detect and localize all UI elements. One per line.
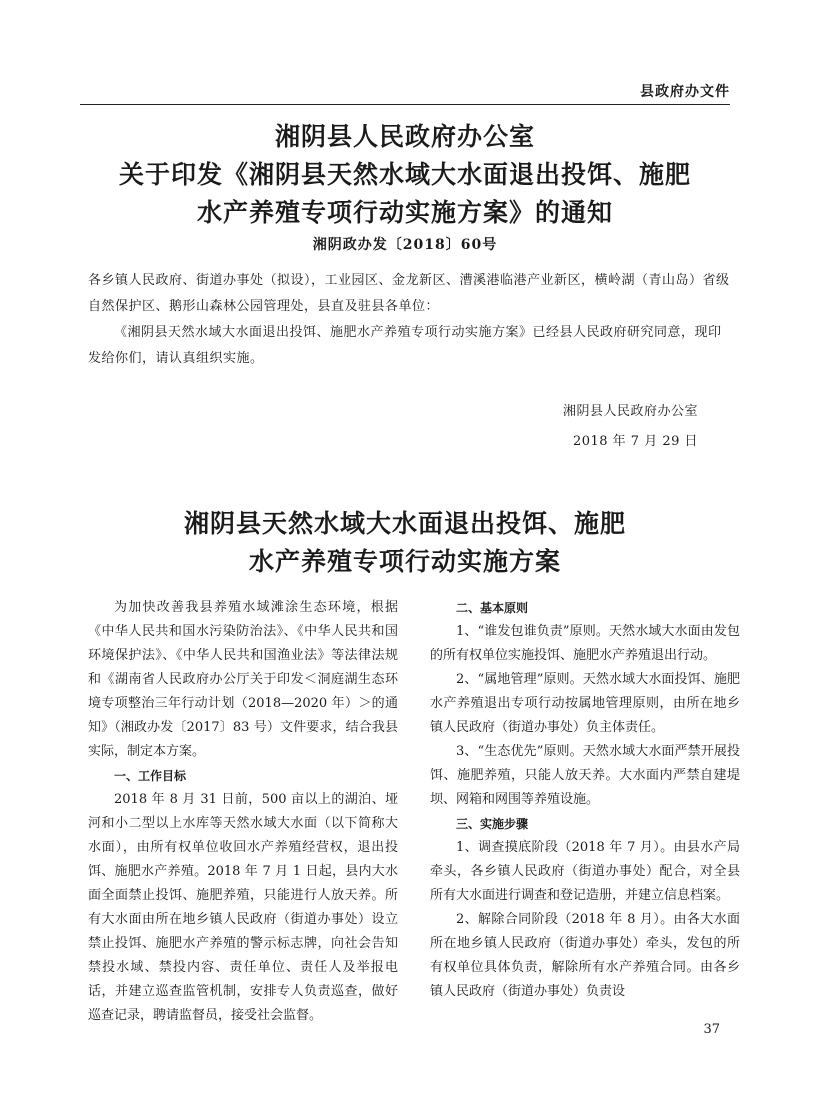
plan-title-line: 湘阴县天然水域大水面退出投饵、施肥 [183,509,626,538]
recipients: 各乡镇人民政府、街道办事处（拟设），工业园区、金龙新区、漕溪港临港产业新区，横岭湖（青山岛）省级自然保护区、鹅形山森林公园管理处，县直及驻县各单位： [88,273,730,314]
section-label: 县政府办文件 [640,84,730,100]
paragraph: 1、“谁发包谁负责”原则。天然水域大水面由发包的所有权单位实施投饵、施肥水产养殖退出行动。 [430,624,740,663]
paragraph: 2、“属地管理”原则。天然水域大水面投饵、施肥水产养殖退出专项行动按属地管理原则，由所在地乡镇人民政府（街道办事处）负主体责任。 [430,672,740,735]
section-heading: 二、基本原则 [456,601,529,615]
notice-body: 《湘阴县天然水域大水面退出投饵、施肥水产养殖专项行动实施方案》已经县人民政府研究同意，现印发给你们，请认真组织实施。 [88,325,722,366]
plan-title [80,505,730,581]
notice-title [80,118,730,232]
document-number: 湘阴政办发〔2018〕60号 [312,237,498,253]
header-rule [80,104,730,105]
section-heading: 三、实施步骤 [456,817,529,831]
plan-title-line: 水产养殖专项行动实施方案 [248,547,561,576]
paragraph: 2、解除合同阶段（2018 年 8 月）。由各大水面所在地乡镇人民政府（街道办事处）牵头，发包的所有权单位具体负责，解除所有水产养殖合同。由各乡镇人民政府（街道办事处）负责设 [430,912,740,999]
paragraph: 为加快改善我县养殖水域滩涂生态环境，根据《中华人民共和国水污染防治法》、《中华人民共和国环境保护法》、《中华人民共和国渔业法》等法律法规和《湖南省人民政府办公厅关于印发＜洞庭湖生态环境专项整治三年行动计划（2018—2020 年）＞的通知》（湘政办发〔2017〕83 号）文件要求，结合我县实际，制定本方案。 [88,600,398,759]
notice-title-line: 关于印发《湘阴县天然水域大水面退出投饵、施肥 [118,160,691,189]
notice-title-line: 湘阴县人民政府办公室 [274,122,535,151]
signature-date: 2018 年 7 月 29 日 [572,434,698,449]
paragraph: 2018 年 8 月 31 日前，500 亩以上的湖泊、垭河和小二型以上水库等天然水域大水面（以下简称大水面），由所有权单位收回水产养殖经营权，退出投饵、施肥水产养殖。2018 年 7 月 1 日起，县内大水面全面禁止投饵、施肥养殖，只能进行人放天养。所有大水面由所在地乡镇人民政府（街道办事处）设立禁止投饵、施肥水产养殖的警示标志牌，向社会告知禁投水域、禁投内容、责任单位、责任人及举报电话，并建立巡查监管机制，安排专人负责巡查，做好巡查记录，聘请监督员，接受社会监督。 [88,792,398,1023]
section-heading: 一、工作目标 [114,769,187,783]
paragraph: 3、“生态优先”原则。天然水域大水面严禁开展投饵、施肥养殖，只能人放天养。大水面内严禁自建堤坝、网箱和网围等养殖设施。 [430,744,740,807]
notice-title-line: 水产养殖专项行动实施方案》的通知 [196,198,613,227]
page-number: 37 [703,1022,720,1037]
right-column [430,596,740,1004]
signature-organization: 湘阴县人民政府办公室 [562,404,698,419]
left-column [88,596,398,1028]
notice-letter [88,268,730,372]
paragraph: 1、调查摸底阶段（2018 年 7 月）。由县水产局牵头，各乡镇人民政府（街道办事处）配合，对全县所有大水面进行调查和登记造册，并建立信息档案。 [430,840,740,903]
